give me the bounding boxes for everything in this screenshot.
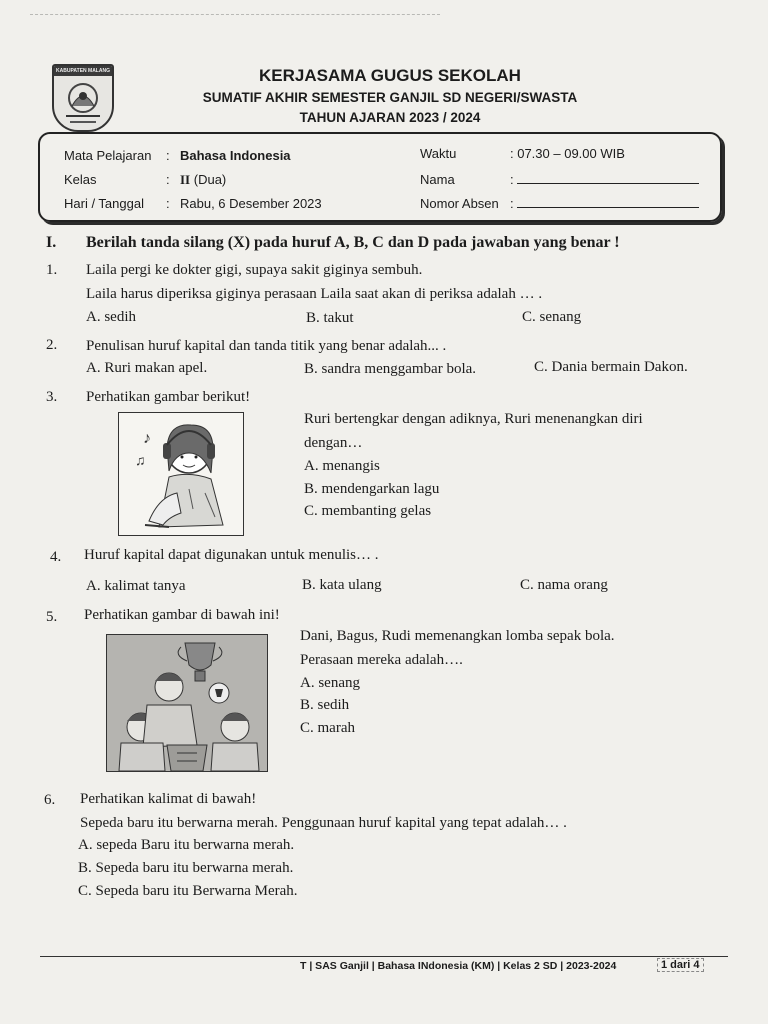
q3-option-c[interactable]: C. membanting gelas <box>304 503 432 519</box>
q4-option-c[interactable]: C. nama orang <box>520 577 608 593</box>
waktu-label: Waktu <box>420 146 457 161</box>
q5-line3: Perasaan mereka adalah…. <box>300 652 463 668</box>
q4-option-a[interactable]: A. kalimat tanya <box>86 578 186 594</box>
q2-option-c[interactable]: C. Dania bermain Dakon. <box>534 359 688 375</box>
mapel-value: Bahasa Indonesia <box>180 148 291 163</box>
kelas-value: II (Dua) <box>180 172 227 187</box>
svg-text:♪: ♪ <box>143 430 151 447</box>
q1-line1: Laila pergi ke dokter gigi, supaya sakit giginya sembuh. <box>86 262 423 278</box>
q2-option-b[interactable]: B. sandra menggambar bola. <box>304 361 477 377</box>
q5-option-b[interactable]: B. sedih <box>300 697 350 713</box>
mapel-label: Mata Pelajaran <box>64 148 152 163</box>
identity-box <box>38 132 722 222</box>
q6-line1: Perhatikan kalimat di bawah! <box>80 791 257 807</box>
hari-colon: : <box>166 196 170 211</box>
absen-field[interactable]: : <box>510 196 699 211</box>
q6-option-c[interactable]: C. Sepeda baru itu Berwarna Merah. <box>78 883 298 899</box>
section-instruction: Berilah tanda silang (X) pada huruf A, B, C dan D pada jawaban yang benar ! <box>86 234 620 251</box>
q1-option-c[interactable]: C. senang <box>522 309 582 325</box>
kelas-label: Kelas <box>64 172 97 187</box>
q5-option-c[interactable]: C. marah <box>300 720 355 736</box>
q6-option-b[interactable]: B. Sepeda baru itu berwarna merah. <box>78 860 294 876</box>
q4-number: 4. <box>50 549 62 565</box>
nama-label: Nama <box>420 172 455 187</box>
q4-option-b[interactable]: B. kata ulang <box>302 577 382 593</box>
q3-line1: Perhatikan gambar berikut! <box>86 389 251 405</box>
children-football-trophy-illustration <box>107 635 267 771</box>
mapel-colon: : <box>166 148 170 163</box>
q1-option-b[interactable]: B. takut <box>306 310 354 326</box>
footer-divider <box>40 956 728 957</box>
q3-option-b[interactable]: B. mendengarkan lagu <box>304 481 440 497</box>
q2-line1: Penulisan huruf kapital dan tanda titik yang benar adalah... . <box>86 338 447 354</box>
q6-option-a[interactable]: A. sepeda Baru itu berwarna merah. <box>78 837 295 853</box>
q5-option-a[interactable]: A. senang <box>300 675 360 691</box>
q5-line2: Dani, Bagus, Rudi memenangkan lomba sepak bola. <box>300 628 615 644</box>
q3-number: 3. <box>46 389 58 405</box>
q1-option-a[interactable]: A. sedih <box>86 309 136 325</box>
header-year: TAHUN AJARAN 2023 / 2024 <box>299 110 481 125</box>
q5-line1: Perhatikan gambar di bawah ini! <box>84 607 280 623</box>
q1-number: 1. <box>46 262 58 278</box>
q3-line3: dengan… <box>304 435 363 451</box>
q5-number: 5. <box>46 609 58 625</box>
hari-value: Rabu, 6 Desember 2023 <box>180 196 322 211</box>
q2-number: 2. <box>46 337 58 353</box>
kelas-colon: : <box>166 172 170 187</box>
q1-line2: Laila harus diperiksa giginya perasaan Laila saat akan di periksa adalah … . <box>86 286 543 302</box>
page-number: 1 dari 4 <box>657 958 704 972</box>
hari-label: Hari / Tanggal <box>64 196 144 211</box>
girl-listening-music-illustration <box>119 413 243 535</box>
q2-option-a[interactable]: A. Ruri makan apel. <box>86 360 208 376</box>
svg-text:♫: ♫ <box>135 454 146 469</box>
q4-line1: Huruf kapital dapat digunakan untuk menulis… . <box>84 547 379 563</box>
q6-number: 6. <box>44 792 56 808</box>
q6-line2: Sepeda baru itu berwarna merah. Penggunaan huruf kapital yang tepat adalah… . <box>80 815 567 831</box>
nama-field[interactable]: : <box>510 172 699 187</box>
logo-banner: KABUPATEN MALANG <box>54 66 112 76</box>
q3-picture-girl-headphones <box>118 412 244 536</box>
section-number: I. <box>46 234 57 251</box>
q5-picture-football-team <box>106 634 268 772</box>
q3-option-a[interactable]: A. menangis <box>304 458 380 474</box>
header-title: KERJASAMA GUGUS SEKOLAH <box>259 66 521 85</box>
q3-line2: Ruri bertengkar dengan adiknya, Ruri menenangkan diri <box>304 411 643 427</box>
absen-label: Nomor Absen <box>420 196 499 211</box>
waktu-value: : 07.30 – 09.00 WIB <box>510 146 625 161</box>
footer-text: T | SAS Ganjil | Bahasa INdonesia (KM) | Kelas 2 SD | 2023-2024 <box>300 960 617 972</box>
top-dashed-line <box>30 14 440 15</box>
header-subtitle: SUMATIF AKHIR SEMESTER GANJIL SD NEGERI/SWASTA <box>202 90 578 105</box>
